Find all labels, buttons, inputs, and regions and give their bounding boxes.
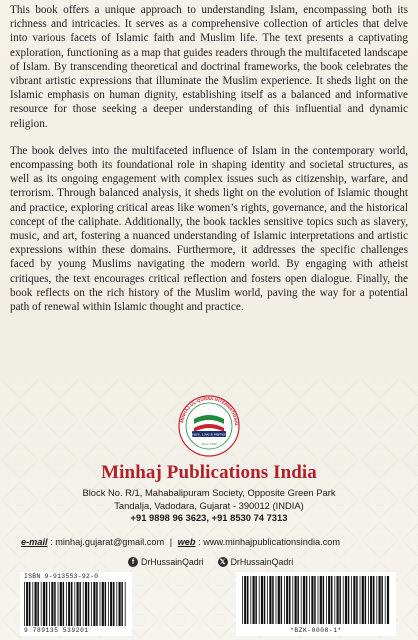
facebook-handle[interactable] — [128, 557, 204, 567]
publisher-block — [0, 462, 418, 525]
address-line-1: Block No. R/1, Mahabalipuram Society, Opposite Green Park — [82, 487, 336, 498]
publisher-address — [0, 487, 418, 525]
isbn-number: 9 789135 539201 — [24, 627, 89, 634]
address-line-2: Tandalja, Vadodara, Gujarat - 390012 (INDIA) — [114, 499, 304, 511]
isbn-barcode-bars — [24, 582, 128, 626]
x-icon: 𝕏 — [218, 557, 228, 567]
svg-text:Since 1980: Since 1980 — [201, 442, 217, 446]
facebook-icon: f — [128, 557, 138, 567]
phone-numbers: +91 9898 96 3623, +91 8530 74 7313 — [130, 512, 288, 523]
price-code: *BZK-0008-1* — [290, 627, 342, 634]
x-handle-text: DrHussainQadri — [230, 557, 294, 567]
description-paragraph: This book offers a unique approach to understanding Islam, encompassing both its richness and intricacies. It serves as a comprehensive collection of articles that delve into various facets of Islamic faith and Muslim life. The text presents a captivating exploration, functioning as a map that guides readers through the multifaceted landscape of Islam. By transcending theoretical and doctrinal frameworks, the book celebrates the vibrant artistic expressions that illuminate the Muslim experience. It sheds light on the Islamic emphasis on human dignity, establishing itself as a balanced and informative resource for those seeking a deeper understanding of this influential and dynamic religion. — [10, 4, 408, 130]
x-handle[interactable] — [218, 557, 294, 567]
facebook-handle-text: DrHussainQadri — [141, 557, 204, 567]
svg-text:Peace, Love & Harmony: Peace, Love & Harmony — [189, 432, 229, 437]
email-label: e-mail — [21, 537, 48, 547]
barcode-area — [20, 572, 396, 636]
publisher-logo — [178, 395, 240, 457]
book-description — [10, 3, 408, 314]
publisher-name: Minhaj Publications India — [101, 462, 317, 483]
isbn-barcode — [20, 572, 132, 636]
isbn-label: ISBN 9-913553-92-0 — [24, 573, 99, 580]
email-link[interactable]: minhaj.gujarat@gmail.com — [55, 537, 165, 547]
website-link[interactable]: www.minhajpublicationsindia.com — [203, 537, 341, 547]
contact-line: e-mail : minhaj.gujarat@gmail.com | web : www.minhajpublicationsindia.com — [21, 537, 341, 547]
web-label: web — [177, 537, 196, 547]
description-paragraph: The book delves into the multifaceted influence of Islam in the contemporary world, encompassing both its foundational role in shaping identity and societal structures, as well as its ongoing engagement with complex issues such as citizenship, warfare, and terrorism. Through balanced analysis, it sheds light on the evolution of Islamic thought and practice, exploring critical areas like women’s rights, governance, and the historical concept of the caliphate. Additionally, the book tackles sensitive topics such as slavery, music, and art, fostering a nuanced understanding of Islamic interpretations and artistic expressions within these domains. Furthermore, it addresses the specific challenges faced by young Muslims navigating the modern world. By engaging with atheist critiques, the text encourages critical reflection and fosters open dialogue. Finally, the book reflects on the rich history of the Muslim world, paving the way for a potential path of renewal within Islamic thought and practice. — [10, 144, 408, 314]
social-handles — [128, 557, 307, 567]
svg-text:MINHAJ-UL-QURAN INTERNATIONAL: MINHAJ-UL-QURAN INTERNATIONAL — [179, 395, 240, 427]
price-barcode — [236, 572, 396, 636]
price-barcode-bars — [242, 576, 390, 624]
